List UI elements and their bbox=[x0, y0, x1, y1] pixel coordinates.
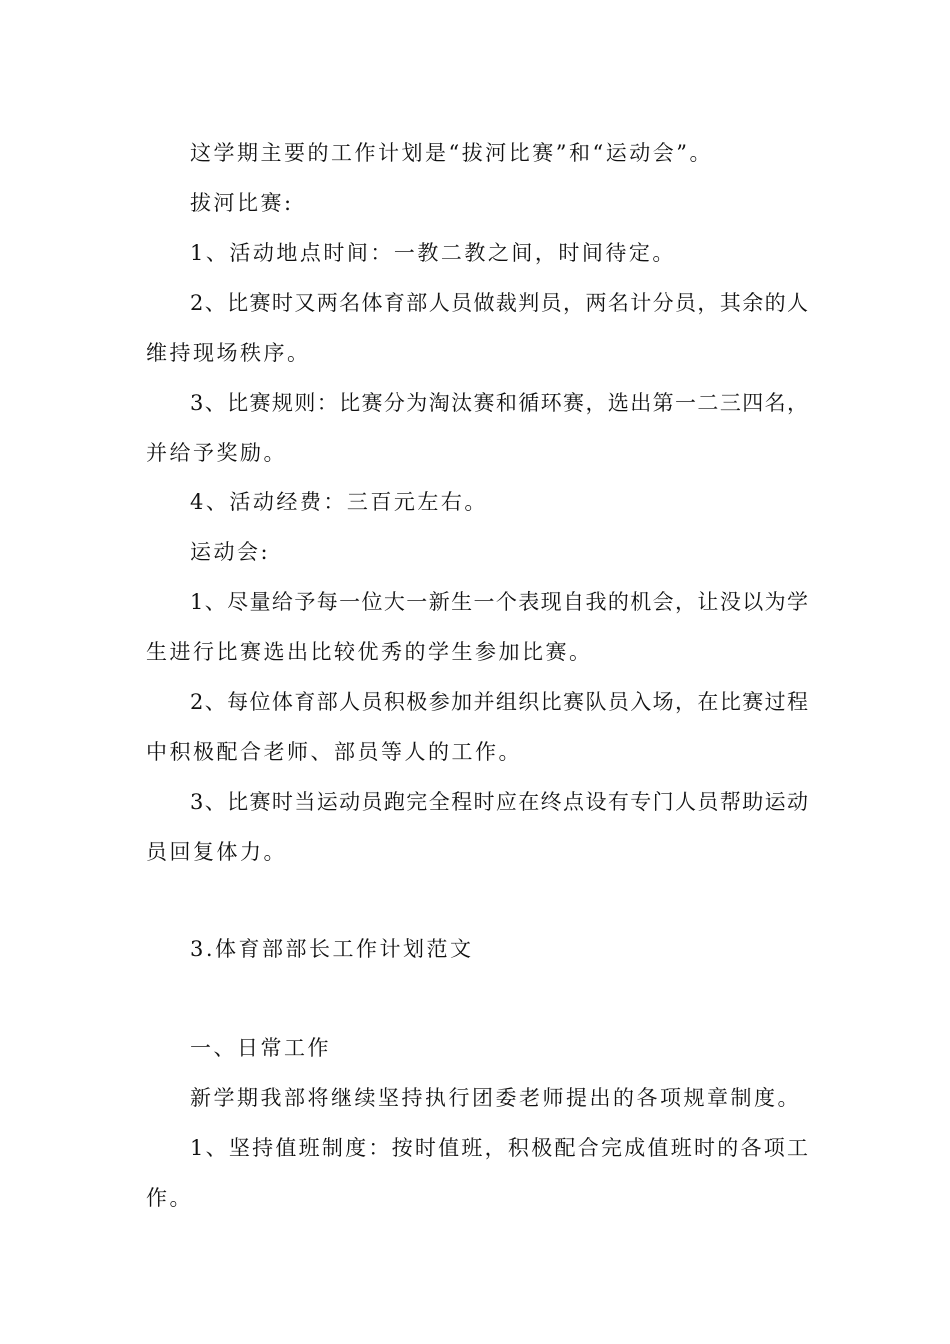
list-item: 4、活动经费：三百元左右。 bbox=[190, 490, 488, 514]
list-item: 1、坚持值班制度：按时值班，积极配合完成值班时的各项工 bbox=[190, 1136, 808, 1160]
paragraph-intro: 这学期主要的工作计划是“拔河比赛”和“运动会”。 bbox=[190, 141, 713, 165]
list-item: 1、尽量给予每一位大一新生一个表现自我的机会，让没以为学 bbox=[190, 590, 808, 614]
paragraph: 新学期我部将继续坚持执行团委老师提出的各项规章制度。 bbox=[190, 1086, 801, 1110]
list-item: 2、每位体育部人员积极参加并组织比赛队员入场，在比赛过程 bbox=[190, 690, 808, 714]
list-item-continuation: 生进行比赛选出比较优秀的学生参加比赛。 bbox=[146, 640, 593, 664]
list-item: 3、比赛规则：比赛分为淘汰赛和循环赛，选出第一二三四名， bbox=[190, 391, 808, 415]
section-heading-tug-of-war: 拔河比赛: bbox=[190, 191, 294, 215]
list-item-continuation: 员回复体力。 bbox=[146, 840, 287, 864]
list-item: 1、活动地点时间：一教二教之间，时间待定。 bbox=[190, 241, 676, 265]
list-item-continuation: 中积极配合老师、部员等人的工作。 bbox=[146, 740, 522, 764]
section-heading-daily-work: 一、日常工作 bbox=[190, 1036, 331, 1060]
list-item: 3、比赛时当运动员跑完全程时应在终点设有专门人员帮助运动 bbox=[190, 790, 808, 814]
section-heading-sports-meet: 运动会: bbox=[190, 540, 271, 564]
document-title: 3.体育部部长工作计划范文 bbox=[190, 937, 474, 961]
list-item-continuation: 并给予奖励。 bbox=[146, 441, 287, 465]
list-item: 2、比赛时又两名体育部人员做裁判员，两名计分员，其余的人 bbox=[190, 291, 808, 315]
list-item-continuation: 维持现场秩序。 bbox=[146, 341, 311, 365]
list-item-continuation: 作。 bbox=[146, 1186, 193, 1210]
